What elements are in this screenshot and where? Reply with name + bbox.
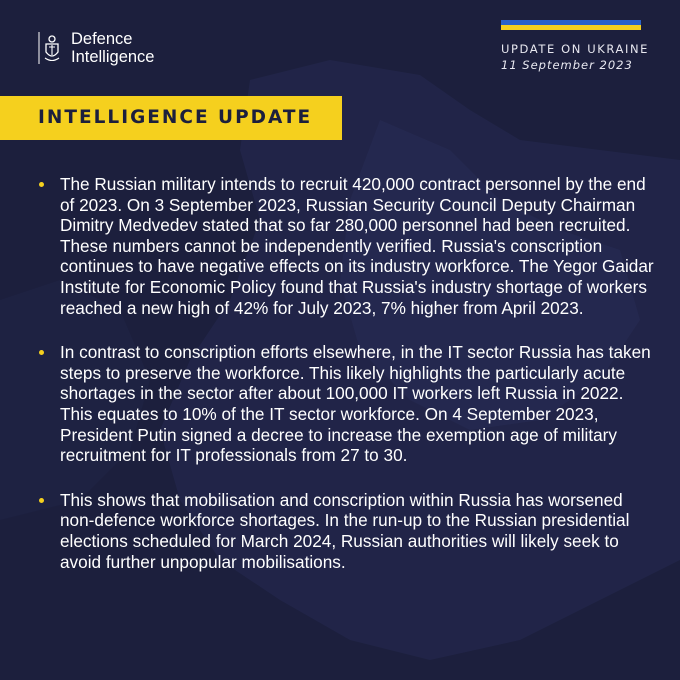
update-date: 11 September 2023 (501, 58, 633, 72)
bullet-dot-icon (39, 498, 44, 503)
flag-yellow-stripe (501, 25, 641, 30)
bullet-list (38, 174, 658, 596)
banner-title: INTELLIGENCE UPDATE (38, 107, 313, 128)
logo-line-2: Intelligence (71, 48, 155, 66)
crest-icon (38, 30, 62, 66)
update-title: UPDATE ON UKRAINE (501, 42, 650, 56)
bullet-item (38, 342, 658, 466)
bullet-dot-icon (39, 182, 44, 187)
bullet-text: This shows that mobilisation and conscription within Russia has worsened non-defence workforce shortages. In the run-up to the Russian presidential elections scheduled for March 2024, Russian authorities will likely seek to avoid further unpopular mobilisations. (60, 489, 630, 572)
bullet-item (38, 490, 658, 572)
ukraine-flag (501, 20, 641, 30)
logo-line-1: Defence (71, 30, 133, 48)
intelligence-update-banner (0, 96, 342, 140)
bullet-text: In contrast to conscription efforts elsewhere, in the IT sector Russia has taken steps to preserve the workforce. This likely highlights the particularly acute shortages in the sector after about 100,000 IT workers left Russia in 2022. This equates to 10% of the IT sector workforce. On 4 September 2023, President Putin signed a decree to increase the exemption age of military recruitment for IT professionals from 27 to 30. (60, 342, 651, 466)
bullet-text: The Russian military intends to recruit 420,000 contract personnel by the end of 2023. On 3 September 2023, Russian Security Council Deputy Chairman Dimitry Medvedev stated that so far 280,000 personnel had been recruited. These numbers cannot be independently verified. Russia's conscription continues to have negative effects on its industry workforce. The Yegor Gaidar Institute for Economic Policy found that Russia's industry shortage of workers reached a new high of 42% for July 2023, 7% higher from April 2023. (60, 174, 654, 318)
bullet-item (38, 174, 658, 318)
defence-intelligence-logo (38, 28, 154, 68)
bullet-dot-icon (39, 350, 44, 355)
